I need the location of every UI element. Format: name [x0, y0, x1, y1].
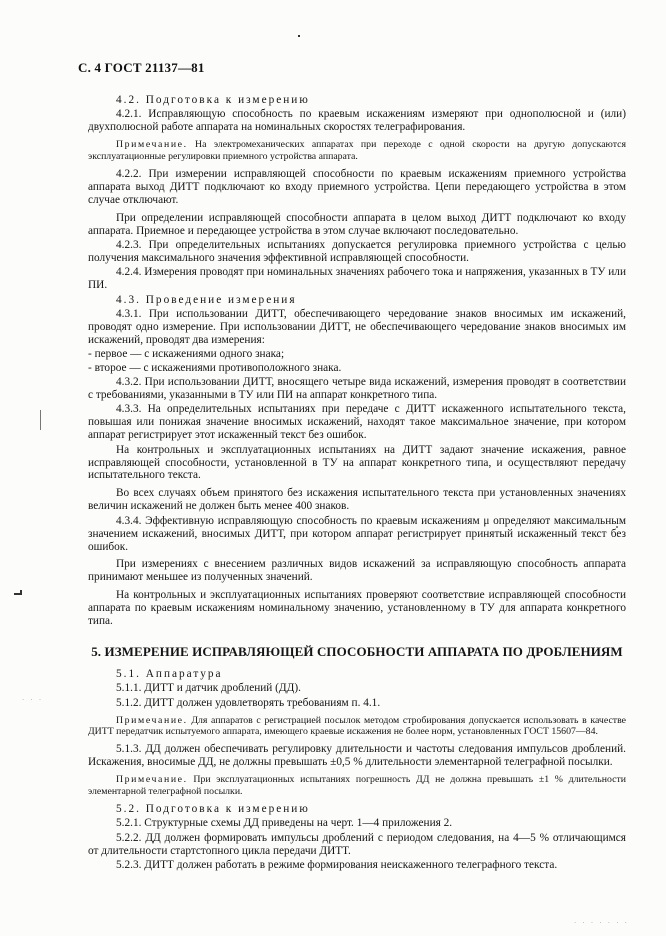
- paragraph: 5.2.2. ДД должен формировать импульсы дроблений с периодом следования, на 4—5 % отличающимся от длительности стартстопного цикла передачи ДИТТ.: [88, 831, 626, 857]
- list-item: - первое — с искажениями одного знака;: [88, 348, 285, 361]
- margin-bar: [40, 410, 41, 430]
- subsection-heading: 5.2. Подготовка к измерению: [116, 803, 310, 815]
- note-text: На электромеханических аппаратах при переходе с одной скорости на другую допускаются эксплуатационные регулировки приемного устройства аппарата.: [88, 139, 626, 162]
- paragraph: При определении исправляющей способности аппарата в целом выход ДИТТ подключают ко входу аппарата. Приемное и передающее устройства в этом случае включают последовательно.: [88, 211, 626, 237]
- paragraph: Во всех случаях объем принятого без искажения испытательного текста при установленных значениях величин искажений не должен быть менее 400 знаков.: [88, 487, 626, 513]
- paragraph: 4.2.3. При определительных испытаниях допускается регулировка приемного устройства с целью получения максимального значения эффективной исправляющей способности.: [88, 239, 626, 264]
- paragraph: 5.1.2. ДИТТ должен удовлетворять требованиям п. 4.1.: [116, 696, 381, 709]
- subsection-heading: 4.2. Подготовка к измерению: [116, 94, 310, 106]
- note-text: Для аппаратов с регистрацией посылок методом стробирования допускается использовать в качестве ДИТТ передатчик испытуемого аппарата, имеющего краевые искажения не более норм, установленных ГОСТ 15607—84.: [88, 714, 627, 737]
- paragraph: На контрольных и эксплуатационных испытаниях на ДИТТ задают значение искажения, равное исправляющей способности, установленной в ТУ на аппарат конкретного типа, и осуществляют передачу испытательного текста.: [88, 443, 626, 482]
- paragraph: 5.1.1. ДИТТ и датчик дроблений (ДД).: [116, 682, 301, 695]
- paragraph: 4.2.4. Измерения проводят при номинальных значениях рабочего тока и напряжения, указанных в ТУ или ПИ.: [88, 266, 626, 292]
- subsection-heading: 4.3. Проведение измерения: [116, 293, 297, 306]
- scan-mark: [20, 590, 22, 595]
- note-label: Примечание.: [116, 139, 188, 151]
- scan-dots: . . .: [22, 693, 44, 702]
- paragraph: 4.3.3. На определительных испытаниях при передаче с ДИТТ искаженного испытательного текста, повышая или понижая значение вносимых искажений, находят такое максимальное значение, при котором аппарат регистрирует этот искаженный текст без ошибок.: [88, 403, 626, 442]
- note-label: Примечание.: [116, 714, 188, 726]
- paragraph: 5.1.3. ДД должен обеспечивать регулировку длительности и частоты следования импульсов дроблений. Искажения, вносимые ДД, не должны превышать ±0,5 % длительности элементарной телеграфной посылки.: [88, 743, 626, 769]
- paragraph: 5.2.3. ДИТТ должен работать в режиме формирования неискаженного телеграфного текста.: [116, 859, 558, 872]
- subsection-heading: 5.1. Аппаратура: [116, 667, 223, 680]
- paragraph: На контрольных и эксплуатационных испытаниях проверяют соответствие исправляющей способности аппарата по краевым искажениям номинальному значению, установленному в ТУ для аппарата конкретного типа.: [88, 589, 626, 628]
- paragraph: 4.3.4. Эффективную исправляющую способность по краевым искажениям μ определяют максимальным значением искажений, вносимых ДИТТ, при котором аппарат регистрирует принятый искаженный текст без ошибок.: [88, 514, 626, 553]
- paragraph: При измерениях с внесением различных видов искажений за исправляющую способность аппарата принимают меньшее из полученных значений.: [88, 558, 626, 584]
- paragraph: 5.2.1. Структурные схемы ДД приведены на черт. 1—4 приложения 2.: [116, 817, 453, 830]
- scan-dots: . . . . . . .: [574, 916, 629, 925]
- paragraph: 4.2.1. Исправляющую способность по краевым искажениям измеряют при однополюсной и (или) двухполюсной работе аппарата на номинальных скоростях телеграфирования.: [88, 108, 626, 134]
- note: [88, 715, 626, 738]
- note-label: Примечание.: [116, 774, 188, 786]
- list-item: - второе — с искажениями противоположного знака.: [88, 362, 342, 375]
- note: [88, 139, 626, 162]
- page-header: С. 4 ГОСТ 21137—81: [78, 60, 205, 75]
- section-heading: 5. ИЗМЕРЕНИЕ ИСПРАВЛЯЮЩЕЙ СПОСОБНОСТИ АППАРАТА ПО ДРОБЛЕНИЯМ: [91, 643, 623, 659]
- scan-speck: [298, 35, 300, 37]
- note-text: При эксплуатационных испытаниях погрешность ДД не должна превышать ±1 % длительности элементарной телеграфной посылки.: [88, 774, 626, 797]
- document-body: [88, 94, 626, 874]
- paragraph: 4.3.2. При использовании ДИТТ, вносящего четыре вида искажений, измерения проводят в соответствии с требованиями, указанными в ТУ или ПИ на аппарат конкретного типа.: [88, 376, 626, 402]
- paragraph: 4.2.2. При измерении исправляющей способности по краевым искажениям приемного устройства аппарата выход ДИТТ подключают ко входу приемного устройства. Цепи передающего устройства в этом случае отключают.: [88, 168, 626, 206]
- note: [88, 774, 626, 797]
- paragraph: 4.3.1. При использовании ДИТТ, обеспечивающего чередование знаков вносимых им искажений, проводят одно измерение. При использовании ДИТТ, не обеспечивающего чередование знаков вносимых им искажений, проводят два измерения:: [88, 308, 626, 346]
